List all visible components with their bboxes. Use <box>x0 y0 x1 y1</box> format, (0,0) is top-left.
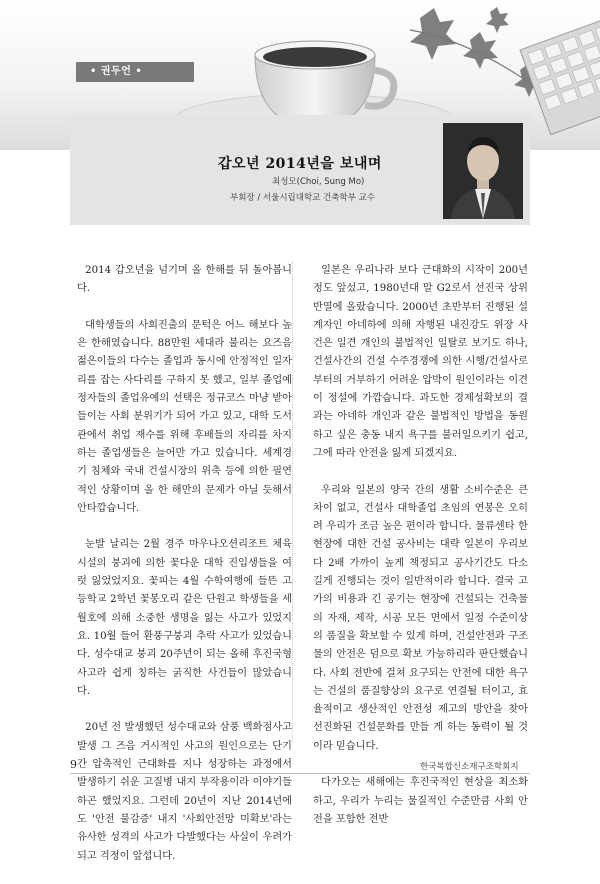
paragraph: 우리와 일본의 양국 간의 생활 소비수준은 큰 차이 없고, 건설사 대학졸업 초임의 연봉은 오히려 우리가 조금 높은 편이라 합니다. 물류센타 한 현장에 대한 건설 공사비는 대략 일본이 우리보다 2배 가까이 높게 책정되고 공사기간도 다소 길게 진행되는 것이 일반적이라 합니다. 결국 고가의 비용과 긴 공기는 현장에 건설되는 건축물의 자재, 제작, 시공 모든 면에서 일정 수준이상의 품질을 확보할 수 있게 하며, 건설안전과 구조물의 안전은 덤으로 확보 가능하리라 판단했습니다. 사회 전반에 걸쳐 요구되는 안전에 대한 욕구는 건설의 품질향상의 요구로 연결될 터이고, 효율적이고 생산적인 안전성 제고의 방안을 찾아 선진화된 건설문화를 만들 게 하는 동력이 될 것이라 믿습니다. <box>313 484 528 752</box>
column-divider <box>292 262 293 742</box>
page-number: 9 <box>70 758 77 771</box>
footer-rule <box>70 773 530 774</box>
paragraph: 일본은 우리나라 보다 근대화의 시작이 200년 정도 앞섰고, 1980년대 말 G2로서 선진국 상위반열에 올랐습니다. 2000년 초반부터 진행된 설계자인 아네하에 의해 자행된 내진강도 위장 사건은 일견 개인의 불법적인 일탈로 보기도 하나, 건설사간의 건설 수주경쟁에 의한 시행/건설사로 부터의 거부하기 어려운 압박이 원인이라는 이견이 정설에 가깝습니다. 과도한 경제성확보의 결과는 아네하 개인과 같은 불법적인 방법을 동원하고 싶은 충동 내지 욕구를 불러일으키기 쉽고, 그에 따라 안전을 잃게 되겠지요. <box>313 265 528 459</box>
article-title: 갑오년 2014년을 보내며 <box>218 156 382 172</box>
section-tag: • 권두언 • <box>76 62 194 82</box>
body-column-left <box>77 262 292 884</box>
paragraph: 눈발 날리는 2월 경주 마우나오션리조트 체육시설의 붕괴에 의한 꽃다운 대학 진입생들을 여럿 잃었었지요. 꽃피는 4월 수학여행에 들뜬 고등학교 2학년 꽃봉오리 같은 단원고 학생들을 세월호에 의해 소중한 생명을 잃는 사고가 있었지요. 10월 들어 환풍구붕괴 추락 사고가 있었습니다. 성수대교 붕괴 20주년이 되는 올해 후진국형 사고라 쉽게 칭하는 굵직한 사건들이 많았습니다. <box>77 539 292 697</box>
author-affiliation: 부회장 / 서울시립대학교 건축학부 교수 <box>230 193 376 203</box>
author-portrait <box>443 123 523 219</box>
paragraph: 다가오는 새해에는 후진국적인 현상을 최소화하고, 우리가 누리는 물질적인 수준만큼 사회 안전을 포함한 전반 <box>313 777 528 825</box>
paragraph: 대학생들의 사회진출의 문턱은 어느 해보다 높은 한해였습니다. 88만원 세대라 불리는 요즈음 젊은이들의 다수는 졸업과 동시에 안정적인 일자리를 잡는 사다리를 구하지 못 했고, 일부 졸업예정자들의 졸업유예의 선택은 정규코스 마냥 받아들이는 사회 분위기가 되어 가고 있고, 대학 도서관에서 취업 재수를 위해 후배들의 자리를 차지하는 졸업생들은 늘어만 가고 있습니다. 세계경기 침체와 국내 건설시장의 위축 등에 의한 필연적인 상황이며 올 한 해만의 문제가 아닐 듯해서 안타깝습니다. <box>77 319 292 514</box>
journal-name: 한국복합신소재구조학회지 <box>420 762 519 772</box>
keyboard-shape <box>520 12 600 134</box>
paragraph: 2014 갑오년을 넘기며 올 한해를 뒤 돌아봅니다. <box>77 265 292 295</box>
author-name: 최성모(Choi, Sung Mo) <box>272 177 365 187</box>
paragraph: 20년 전 발생했던 성수대교와 삼풍 백화점사고 발생 그 즈음 거시적인 사고의 원인으로는 단기간 압축적인 근대화를 지나 성장하는 과정에서 발생하기 쉬운 고질병 내지 부작용이라 이야기들 하곤 했었지요. 그런데 20년이 지난 2014년에도 '안전 불감증' 내지 '사회안전망 미확보'라는 유사한 성격의 사고가 다발했다는 사실이 우려가 되고 걱정이 앞섭니다. <box>77 722 292 862</box>
author-portrait-illustration <box>443 123 523 219</box>
